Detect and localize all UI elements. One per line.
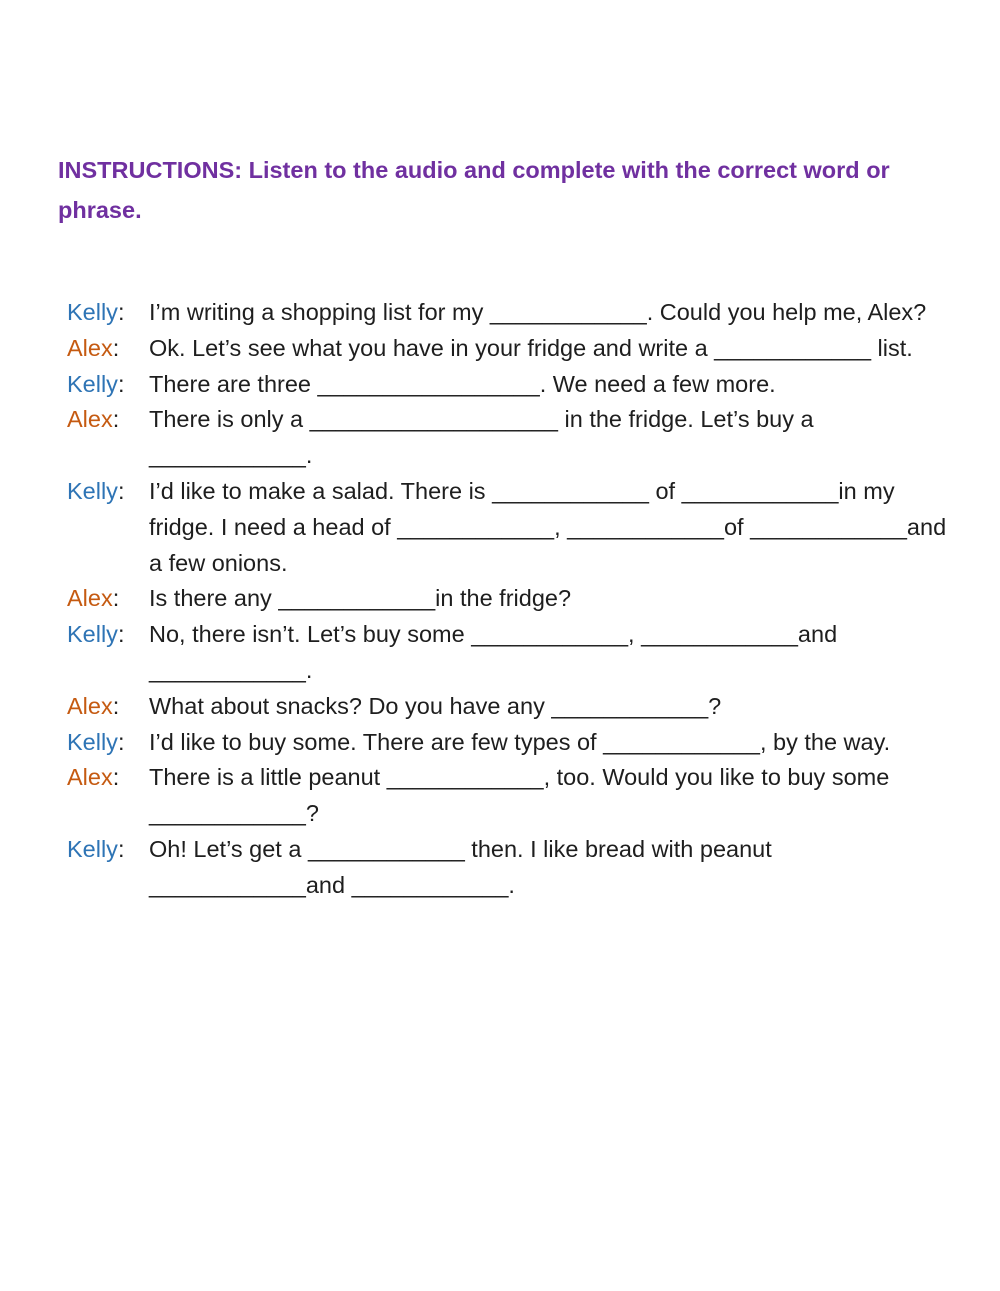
speaker-name: Alex bbox=[67, 585, 113, 612]
speaker-name: Kelly bbox=[67, 370, 118, 397]
speaker-name: Kelly bbox=[67, 299, 118, 325]
dialogue-turn bbox=[67, 689, 967, 725]
dialogue-line: What about snacks? Do you have any ____________? bbox=[149, 692, 722, 719]
speaker-label: Alex: bbox=[67, 406, 120, 433]
dialogue-turn bbox=[67, 367, 967, 403]
speaker-label: Kelly: bbox=[67, 477, 125, 504]
dialogue-turn bbox=[67, 474, 967, 581]
dialogue-line: I’d like to buy some. There are few types of ____________, by the way. bbox=[149, 728, 891, 755]
dialogue-turn bbox=[67, 331, 967, 367]
speaker-name: Alex bbox=[67, 334, 113, 361]
dialogue-turn bbox=[67, 760, 967, 832]
dialogue-line: No, there isn’t. Let’s buy some ____________, ____________and ____________. bbox=[149, 621, 838, 683]
dialogue-line: Is there any ____________in the fridge? bbox=[149, 585, 572, 612]
dialogue-line: I’d like to make a salad. There is ____________ of ____________in my fridge. I need a head of ____________, ____________of ____________and a few onions. bbox=[149, 477, 947, 576]
speaker-label: Alex: bbox=[67, 764, 120, 791]
speaker-label: Alex: bbox=[67, 692, 120, 719]
speaker-name: Kelly bbox=[67, 728, 118, 755]
speaker-label: Kelly: bbox=[67, 728, 125, 755]
speaker-name: Kelly bbox=[67, 621, 118, 648]
speaker-label: Kelly: bbox=[67, 621, 125, 648]
dialogue-line: Oh! Let’s get a ____________ then. I like bread with peanut ____________and ____________. bbox=[149, 835, 772, 898]
speaker-name: Alex bbox=[67, 406, 113, 433]
dialogue-turn bbox=[67, 402, 967, 474]
dialogue-line: There are three _________________. We need a few more. bbox=[149, 370, 776, 397]
speaker-label: Alex: bbox=[67, 334, 120, 361]
dialogue-line: There is a little peanut ____________, too. Would you like to buy some ____________? bbox=[149, 764, 890, 827]
speaker-label: Kelly: bbox=[67, 370, 125, 397]
speaker-name: Alex bbox=[67, 692, 113, 719]
speaker-label: Alex: bbox=[67, 585, 120, 612]
speaker-name: Kelly bbox=[67, 477, 118, 504]
dialogue-turn bbox=[67, 832, 967, 904]
dialogue-turn bbox=[67, 581, 967, 617]
dialogue bbox=[67, 295, 967, 904]
speaker-name: Alex bbox=[67, 764, 113, 791]
dialogue-line: Ok. Let’s see what you have in your fridge and write a ____________ list. bbox=[149, 334, 913, 361]
dialogue-turn bbox=[67, 295, 967, 331]
speaker-label: Kelly: bbox=[67, 835, 125, 862]
speaker-label: Kelly: bbox=[67, 299, 125, 325]
dialogue-line: There is only a ___________________ in the fridge. Let’s buy a ____________. bbox=[149, 406, 814, 469]
dialogue-turn bbox=[67, 617, 967, 689]
dialogue-line: I’m writing a shopping list for my ____________. Could you help me, Alex? bbox=[149, 299, 927, 325]
instructions: INSTRUCTIONS: Listen to the audio and complete with the correct word or phrase. bbox=[58, 157, 890, 223]
speaker-name: Kelly bbox=[67, 835, 118, 862]
dialogue-turn bbox=[67, 725, 967, 761]
